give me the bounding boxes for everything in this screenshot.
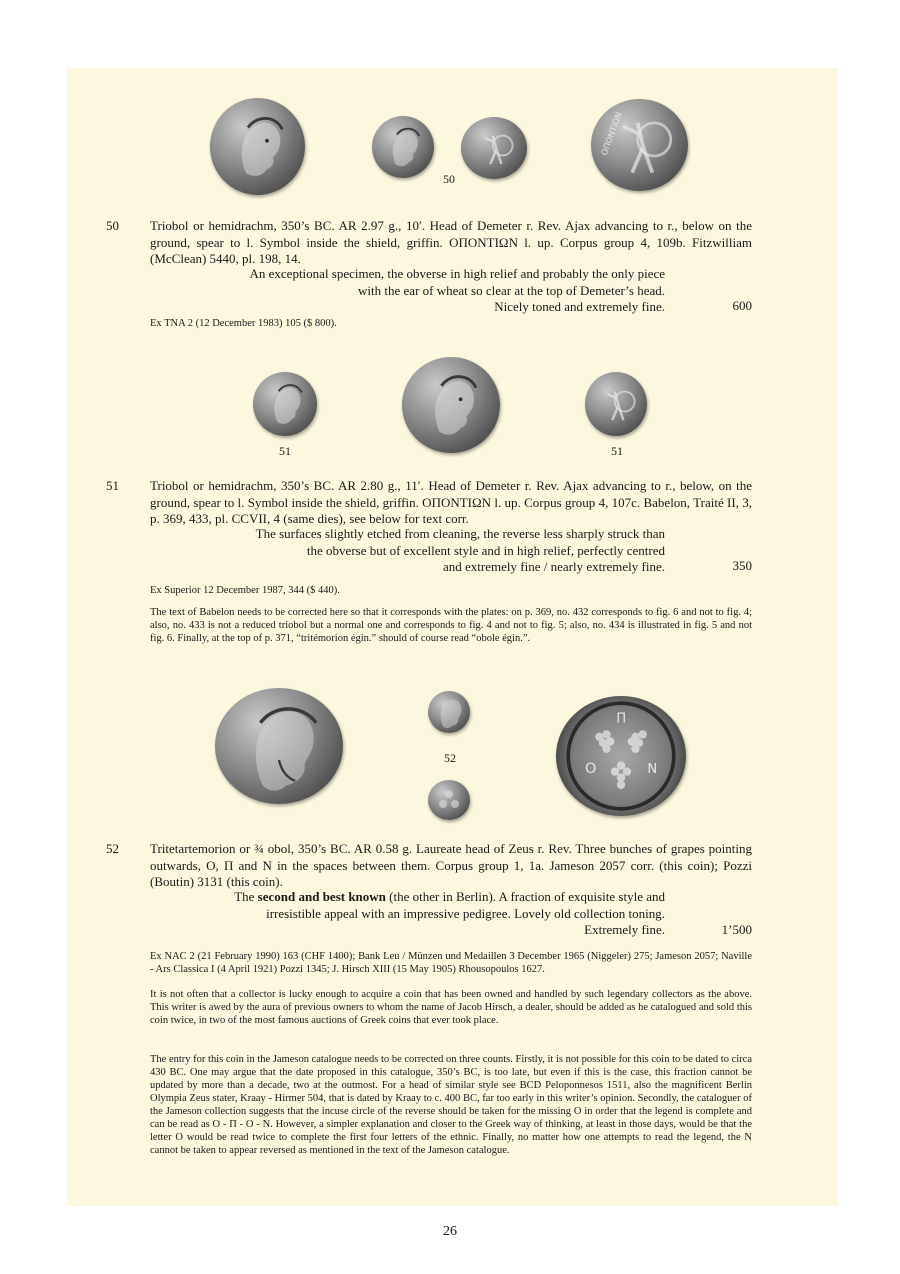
coin-50-reverse-small <box>461 117 527 179</box>
remark-line: Nicely toned and extremely fine. <box>494 299 665 314</box>
coin-letter: N <box>647 761 658 777</box>
lot-remarks-52 <box>150 889 665 922</box>
lot-remarks-52-grade: Extremely fine. <box>584 922 665 937</box>
coin-52-reverse-small <box>428 780 470 820</box>
remark-line: irresistible appeal with an impressive pedigree. Lovely old collection toning. <box>266 905 665 921</box>
zeus-head-icon <box>428 691 470 733</box>
lot-note-51: The text of Babelon needs to be corrected here so that it corresponds with the plates: on p. 369, no. 432 corresponds to fig. 6 and not to fig. 4; also, no. 433 is not a reduced triobol but a normal one and corresponds to fig. 4 and not to fig. 5; also, no. 434 is illustrated in fig. 5 and not fig. 6. Finally, at the top of p. 371, “tritémorion égin.” should of course read “obole égin.”. <box>150 607 752 644</box>
lot-remarks-51 <box>150 526 665 576</box>
lot-description-50: Triobol or hemidrachm, 350’s BC. AR 2.97 g., 10′. Head of Demeter r. Rev. Ajax advancing to r., below on the ground, spear to l. Symbol inside the shield, griffin. ΟΠΟΝΤΙΩΝ l. up. Corpus group 4, 109b. Fitzwilliam (McClean) 5440, pl. 198, 14. <box>150 218 752 266</box>
plate-label-51-reverse: 51 <box>611 444 623 458</box>
coin-50-obverse-small <box>372 116 434 178</box>
coin-52-obverse-small <box>428 691 470 733</box>
demeter-head-icon <box>402 357 500 453</box>
lot-note-52-1: It is not often that a collector is lucky enough to acquire a coin that has been owned and handled by such legendary collectors as the above. This writer is awed by the aura of previous owners to whom the name of Jacob Hirsch, a dealer, should be added as he catalogued and sold this coin twice, in two of the most famous auctions of Greek coins that ever took place. <box>150 989 752 1026</box>
ajax-warrior-icon <box>585 372 647 436</box>
lot-provenance-51: Ex Superior 12 December 1987, 344 ($ 440). <box>150 585 340 596</box>
ajax-warrior-icon <box>591 99 688 191</box>
coin-51-obverse-small <box>253 372 317 436</box>
remark-bold: second and best known <box>257 889 386 904</box>
lot-description-51: Triobol or hemidrachm, 350’s BC. AR 2.80 g., 11′. Head of Demeter r. Rev. Ajax advancing to r., below, on the ground, spear to l. Symbol inside the shield, griffin. ΟΠΟΝΤΙΩΝ l. up. Corpus group 4, 107c. Babelon, Traité II, 3, p. 369, 433, pl. CCVII, 4 (same dies), see below for text corr. <box>150 478 752 526</box>
demeter-head-icon <box>253 372 317 436</box>
coin-letter: O <box>585 760 597 777</box>
remark-line: and extremely fine / nearly extremely fine. <box>443 559 665 574</box>
coin-51-reverse <box>585 372 647 436</box>
lot-price-51: 350 <box>732 558 752 573</box>
remark-line: An exceptional specimen, the obverse in high relief and probably the only piece <box>249 266 665 281</box>
coin-legend: ΟΠΟΝΤΙΩΝ <box>598 110 624 157</box>
lot-remarks-50 <box>150 266 665 316</box>
grape-bunches-icon <box>428 780 470 820</box>
grape-bunches-icon <box>556 696 686 816</box>
lot-provenance-50: Ex TNA 2 (12 December 1983) 105 ($ 800). <box>150 318 337 329</box>
coin-50-obverse-large <box>210 98 305 195</box>
coin-51-obverse-large <box>402 357 500 453</box>
lot-description-52: Tritetartemorion or ¾ obol, 350’s BC. AR 0.58 g. Laureate head of Zeus r. Rev. Three bunches of grapes pointing outwards, O, Π and N in the spaces between them. Corpus group 1, 1a. Jameson 2057 corr. (this coin); Pozzi (Boutin) 3131 (this coin). <box>150 841 752 889</box>
coin-52-reverse-large <box>556 696 686 816</box>
coin-50-reverse-large <box>591 99 688 191</box>
lot-price-50: 600 <box>732 298 752 313</box>
lot-number-50: 50 <box>106 218 119 233</box>
remark-line: The second and best known (the other in Berlin). A fraction of exquisite style and <box>234 889 665 904</box>
page-number: 26 <box>443 1224 457 1239</box>
lot-number-51: 51 <box>106 478 119 493</box>
lot-provenance-52: Ex NAC 2 (21 February 1990) 163 (CHF 1400); Bank Leu / Münzen und Medaillen 3 December 1965 (Niggeler) 275; Jameson 2057; Naville - Ars Classica I (4 April 1921) Pozzi 1345; J. Hirsch XIII (15 May 1905) Rhousopoulos 1627. <box>150 951 752 975</box>
demeter-head-icon <box>372 116 434 178</box>
plate-label-52: 52 <box>444 751 456 765</box>
coin-52-obverse-large <box>215 688 343 804</box>
zeus-head-icon <box>215 688 343 804</box>
ajax-warrior-icon <box>461 117 527 179</box>
lot-price-52: 1’500 <box>721 922 752 937</box>
plate-label-51-obverse: 51 <box>279 444 291 458</box>
remark-line: with the ear of wheat so clear at the top of Demeter’s head. <box>358 282 665 298</box>
remark-line: The surfaces slightly etched from cleaning, the reverse less sharply struck than <box>255 526 665 541</box>
remark-line: the obverse but of excellent style and in high relief, perfectly centred <box>306 542 665 558</box>
demeter-head-icon <box>210 98 305 195</box>
plate-label-50: 50 <box>443 172 455 186</box>
lot-number-52: 52 <box>106 841 119 856</box>
coin-letter: Π <box>616 711 627 727</box>
lot-note-52-2: The entry for this coin in the Jameson catalogue needs to be corrected on three counts. Firstly, it is not possible for this coin to be dated to circa 430 BC. One may argue that the date proposed in this catalogue, 350’s BC, is too late, but even if this is the case, this fraction cannot be updated by more than a decade, two at the outmost. For a head of similar style see BCD Peloponnesos 1511, also the magnificent Berlin Olympia Zeus stater, Kraay - Hirmer 504, that is dated by Kraay to c. 400 BC, far too early in this writer’s opinion. Secondly, the cataloguer of the Jameson collection suggests that the incuse circle of the reverse should be taken for the missing O in order that the legend is complete and can be read as O - Π - O - N. However, a simpler explanation and closer to the Greek way of thinking, at least in those days, would be that the letter O would be read twice to complete the first four letters of the ethnic. Finally, no matter how one attempts to read the legend, the N cannot be taken to appear reversed as mentioned in the text of the Jameson catalogue. <box>150 1054 752 1156</box>
